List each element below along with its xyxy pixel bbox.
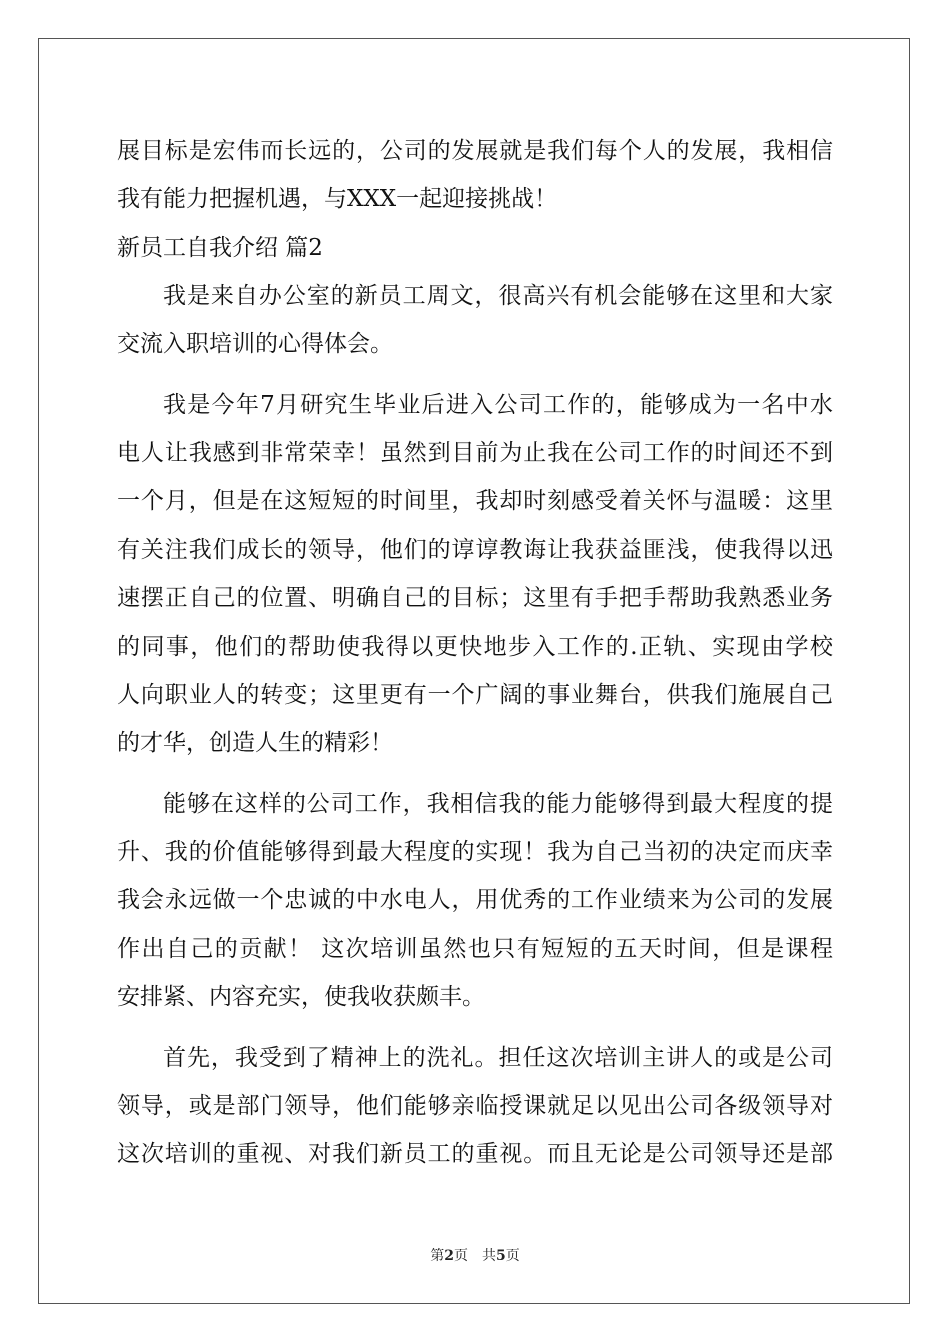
current-page-number: 2 — [444, 1248, 454, 1264]
text-line: 有关注我们成长的领导，他们的谆谆教诲让我获益匪浅，使我得以迅 — [117, 536, 833, 563]
text-line: 我是今年7月研究生毕业后进入公司工作的，能够成为一名中水 — [163, 391, 833, 418]
text-line: 一个月，但是在这短短的时间里，我却时刻感受着关怀与温暖：这里 — [117, 488, 833, 515]
text-line: 升、我的价值能够得到最大程度的实现！我为自己当初的决定而庆幸 — [117, 839, 833, 866]
text-line: 安排紧、内容充实，使我收获颇丰。 — [117, 984, 485, 1011]
text-line: 领导，或是部门领导，他们能够亲临授课就足以见出公司各级领导对 — [117, 1093, 833, 1120]
section-heading: 新员工自我介绍 篇2 — [117, 234, 323, 261]
document-body — [117, 127, 833, 1179]
text-line: 作出自己的贡献！ 这次培训虽然也只有短短的五天时间，但是课程 — [117, 935, 833, 962]
text-line: 电人让我感到非常荣幸！虽然到目前为止我在公司工作的时间还不到 — [117, 439, 833, 466]
page-footer — [0, 1245, 950, 1265]
paragraph — [117, 780, 833, 1022]
text-line: 我有能力把握机遇，与XXX一起迎接挑战！ — [117, 186, 558, 213]
text-line: 我是来自办公室的新员工周文，很高兴有机会能够在这里和大家 — [163, 282, 833, 309]
text-line: 速摆正自己的位置、明确自己的目标；这里有手把手帮助我熟悉业务 — [117, 585, 833, 612]
paragraph — [117, 272, 833, 369]
footer-prefix: 第 — [430, 1248, 445, 1264]
text-line: 首先，我受到了精神上的洗礼。担任这次培训主讲人的或是公司 — [163, 1044, 833, 1071]
paragraph — [117, 1034, 833, 1179]
text-line: 这次培训的重视、对我们新员工的重视。而且无论是公司领导还是部 — [117, 1141, 833, 1168]
text-line: 人向职业人的转变；这里更有一个广阔的事业舞台，供我们施展自己 — [117, 681, 833, 708]
footer-mid: 页 共 — [454, 1248, 496, 1264]
text-line: 的才华，创造人生的精彩！ — [117, 730, 393, 757]
text-line: 能够在这样的公司工作，我相信我的能力能够得到最大程度的提 — [163, 790, 833, 817]
footer-suffix: 页 — [505, 1248, 520, 1264]
paragraph — [117, 381, 833, 768]
text-line: 交流入职培训的心得体会。 — [117, 331, 393, 358]
text-line: 展目标是宏伟而长远的，公司的发展就是我们每个人的发展，我相信 — [117, 138, 833, 164]
text-line: 我会永远做一个忠诚的中水电人，用优秀的工作业绩来为公司的发展 — [117, 887, 833, 914]
text-line: 的同事，他们的帮助使我得以更快地步入工作的.正轨、实现由学校 — [117, 633, 833, 660]
total-page-count: 5 — [496, 1248, 506, 1264]
